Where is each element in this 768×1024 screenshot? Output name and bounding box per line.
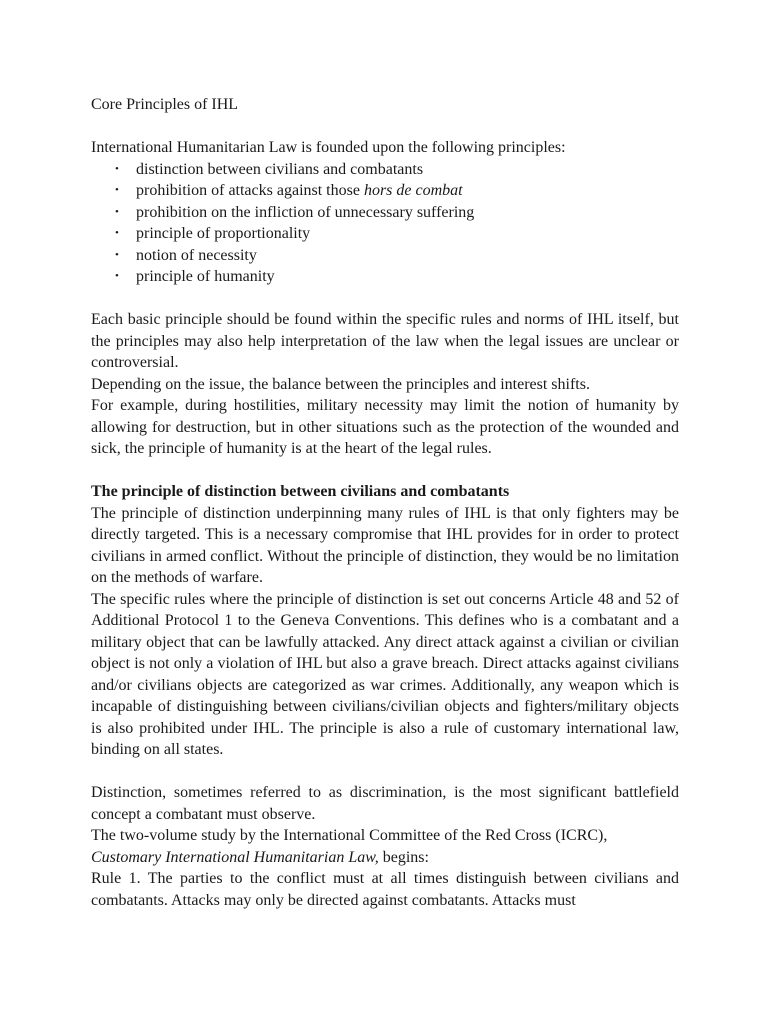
bullet-icon: • (115, 162, 119, 175)
list-item-text: distinction between civilians and combatants (136, 160, 424, 178)
paragraph-icrc-study (91, 825, 679, 868)
list-item-italic-text: hors de combat (363, 182, 463, 199)
paragraph-principles: Each basic principle should be found within the specific rules and norms of IHL itself, but the principles may also help interpretation of the law when the legal issues are unclear or controversial. (91, 311, 679, 371)
list-item-text: notion of necessity (136, 246, 257, 264)
bullet-icon: • (115, 227, 119, 239)
list-item (91, 159, 679, 181)
spacer (91, 288, 679, 310)
section-heading: The principle of distinction between civilians and combatants (91, 483, 510, 500)
paragraph-example: For example, during hostilities, military necessity may limit the notion of humanity by allowing for destruction, but in other situations such as the protection of the wounded and sick, the principle of humanity is at the heart of the legal rules. (91, 397, 679, 457)
bullet-icon: • (115, 270, 119, 282)
bullet-icon: • (115, 248, 119, 261)
intro-text: International Humanitarian Law is founded upon the following principles: (91, 139, 566, 156)
list-item (91, 245, 679, 267)
paragraph-discrimination: Distinction, sometimes referred to as discrimination, is the most significant battlefield concept a combatant must observe. (91, 784, 679, 823)
icrc-study-text: The two-volume study by the International Committee of the Red Cross (ICRC), (91, 827, 608, 844)
icrc-study-end: begins: (378, 848, 429, 866)
principles-list (91, 159, 679, 288)
spacer (91, 460, 679, 482)
list-item-text: prohibition of attacks against those (136, 182, 364, 199)
list-item (91, 180, 679, 202)
paragraph-distinction: The principle of distinction underpinning many rules of IHL is that only fighters may be directly targeted. This is a necessary compromise that IHL provides for in order to protect civilians in armed conflict. Without the principle of distinction, they would be no limitation on the methods of warfare. (91, 504, 679, 586)
paragraph-rule-1: Rule 1. The parties to the conflict must at all times distinguish between civilians and combatants. Attacks may only be directed against combatants. Attacks must (91, 870, 679, 909)
spacer (91, 761, 679, 783)
list-item-text: principle of humanity (136, 268, 275, 285)
document-page (91, 94, 679, 911)
list-item (91, 266, 679, 288)
bullet-icon: • (115, 205, 119, 218)
document-title: Core Principles of IHL (91, 96, 239, 113)
spacer (91, 116, 679, 138)
list-item (91, 202, 679, 224)
icrc-study-title: Customary International Humanitarian Law, (91, 848, 379, 866)
list-item-text: principle of proportionality (136, 225, 311, 242)
bullet-icon: • (115, 184, 119, 196)
list-item (91, 223, 679, 245)
paragraph-specific-rules: The specific rules where the principle of distinction is set out concerns Article 48 and 52 of Additional Protocol 1 to the Geneva Conventions. This defines who is a combatant and a military object that can be lawfully attacked. Any direct attack against a civilian or civilian object is not only a violation of IHL but also a grave breach. Direct attacks against civilians and/or civilians objects are categorized as war crimes. Additionally, any weapon which is incapable of distinguishing between civilians/civilian objects and fighters/military objects is also prohibited under IHL. The principle is also a rule of customary international law, binding on all states. (91, 590, 679, 758)
paragraph-balance: Depending on the issue, the balance between the principles and interest shifts. (91, 375, 590, 393)
list-item-text: prohibition on the infliction of unnecessary suffering (136, 203, 475, 221)
